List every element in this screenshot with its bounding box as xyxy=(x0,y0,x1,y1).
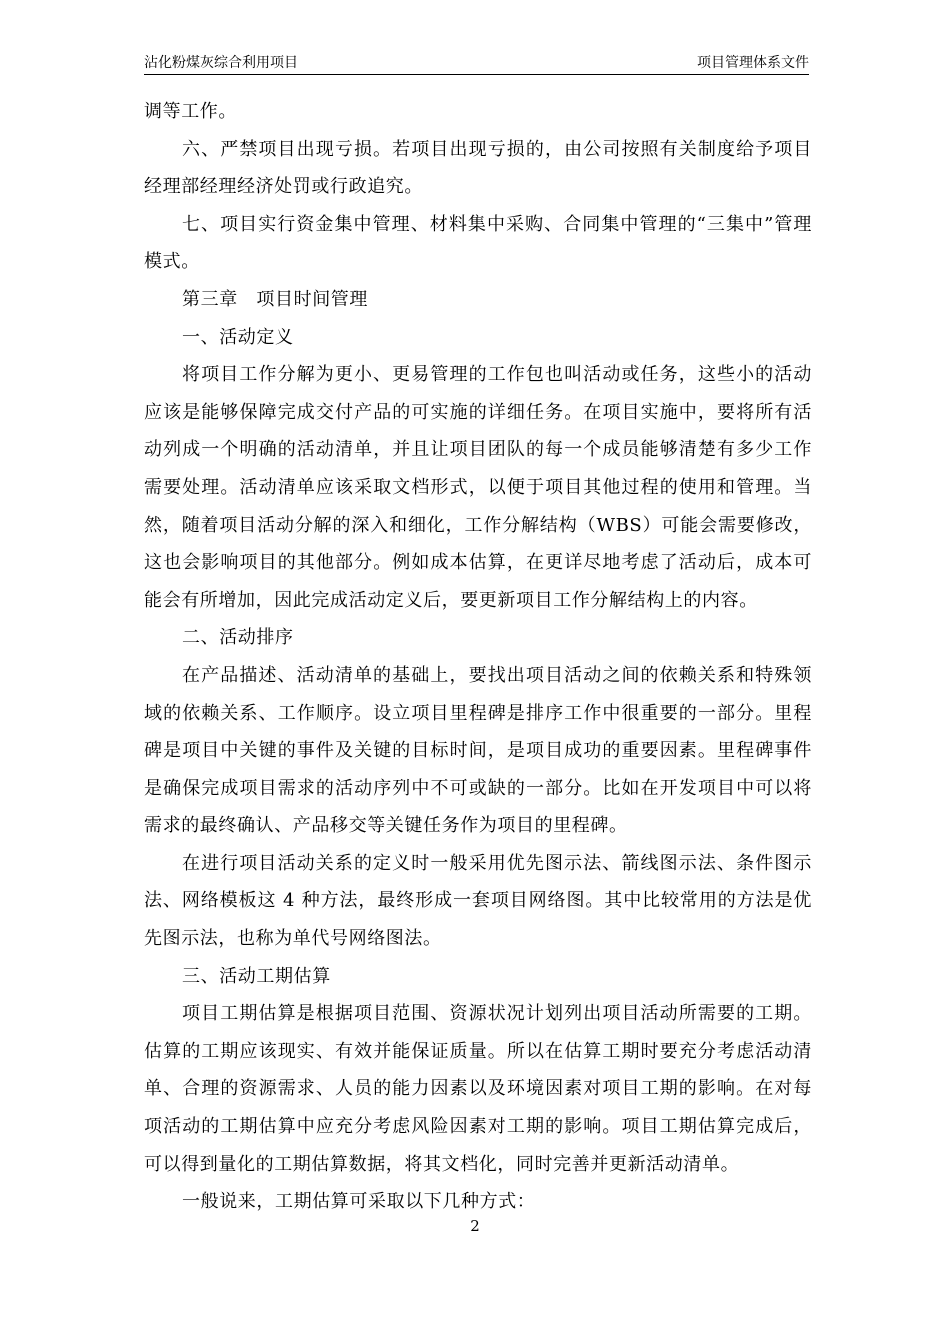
section-heading: 二、活动排序 xyxy=(182,627,294,649)
paragraph: 在产品描述、活动清单的基础上，要找出项目活动之间的依赖关系和特殊领域的依赖关系、工作顺序。设立项目里程碑是排序工作中很重要的一部分。里程碑是项目中关键的事件及关键的目标时间，是项目成功的重要因素。里程碑事件是确保完成项目需求的活动序列中不可或缺的一部分。比如在开发项目中可以将需求的最终确认、产品移交等关键任务作为项目的里程碑。 xyxy=(144,664,812,837)
document-body xyxy=(144,93,812,1221)
header-document-type: 项目管理体系文件 xyxy=(697,55,809,71)
section-heading: 三、活动工期估算 xyxy=(182,965,331,987)
page-header xyxy=(144,52,809,75)
header-project-name: 沾化粉煤灰综合利用项目 xyxy=(144,55,298,71)
section-heading: 一、活动定义 xyxy=(182,326,294,348)
paragraph: 在进行项目活动关系的定义时一般采用优先图示法、箭线图示法、条件图示法、网络模板这 4 种方法，最终形成一套项目网络图。其中比较常用的方法是优先图示法，也称为单代号网络图法。 xyxy=(144,852,812,950)
paragraph: 六、严禁项目出现亏损。若项目出现亏损的，由公司按照有关制度给予项目经理部经理经济处罚或行政追究。 xyxy=(144,138,812,198)
chapter-heading: 第三章 项目时间管理 xyxy=(182,288,368,310)
paragraph: 一般说来，工期估算可采取以下几种方式： xyxy=(182,1191,536,1213)
page-number: 2 xyxy=(470,1217,480,1235)
paragraph: 调等工作。 xyxy=(144,101,237,122)
paragraph: 项目工期估算是根据项目范围、资源状况计划列出项目活动所需要的工期。估算的工期应该现实、有效并能保证质量。所以在估算工期时要充分考虑活动清单、合理的资源需求、人员的能力因素以及环境因素对项目工期的影响。在对每项活动的工期估算中应充分考虑风险因素对工期的影响。项目工期估算完成后，可以得到量化的工期估算数据，将其文档化，同时完善并更新活动清单。 xyxy=(144,1003,812,1175)
paragraph: 将项目工作分解为更小、更易管理的工作包也叫活动或任务，这些小的活动应该是能够保障完成交付产品的可实施的详细任务。在项目实施中，要将所有活动列成一个明确的活动清单，并且让项目团队的每一个成员能够清楚有多少工作需要处理。活动清单应该采取文档形式，以便于项目其他过程的使用和管理。当然，随着项目活动分解的深入和细化，工作分解结构（WBS）可能会需要修改，这也会影响项目的其他部分。例如成本估算，在更详尽地考虑了活动后，成本可能会有所增加，因此完成活动定义后，要更新项目工作分解结构上的内容。 xyxy=(144,364,812,611)
paragraph: 七、项目实行资金集中管理、材料集中采购、合同集中管理的“三集中”管理模式。 xyxy=(144,213,812,273)
